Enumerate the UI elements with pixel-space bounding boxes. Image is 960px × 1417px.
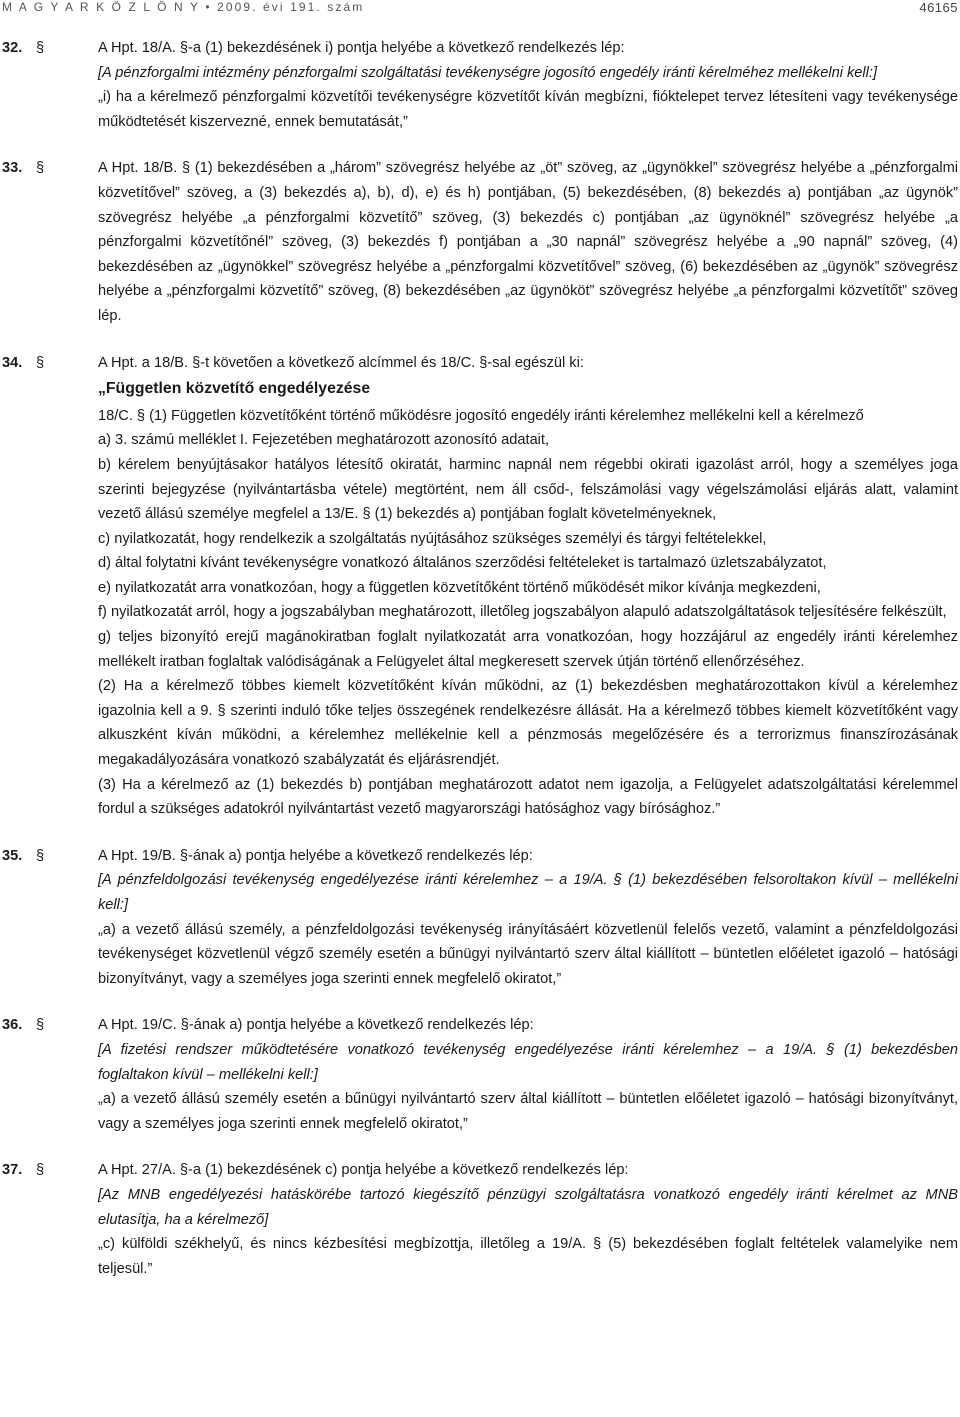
section-number <box>2 1158 45 1183</box>
section-number-label: 32. <box>2 40 23 56</box>
document-body <box>0 36 958 1303</box>
section <box>0 156 958 328</box>
paragraph-text: A Hpt. 18/B. § (1) bekezdésében a „három” szövegrész helyébe az „öt” szöveg, az „ügynökkel” szövegrész helyébe a „pénzforgalmi közvetítővel” szöveg, a (3) bekezdés a), b), d), e) és h) pontjában, (5) bekezdésében, (8) bekezdés a) pontjában „az ügynök” szövegrész helyébe „a pénzforgalmi közvetítő” szöveg, (3) bekezdés c) pontjában „az ügynöknél” szövegrész helyébe „a pénzforgalmi közvetítőnél” szöveg, (3) bekezdés f) pontjában a „30 napnál” szövegrész helyébe a „90 napnál” szöveg, (4) bekezdésében az „ügynökkel” szövegrész helyébe a „pénzforgalmi közvetítővel” szöveg, (6) bekezdésében az „ügynök” szövegrész helyébe a „pénzforgalmi közvetítő” szöveg, (8) bekezdésében „az ügynököt” szövegrész helyébe „a pénzforgalmi közvetítőt” szöveg lép. <box>98 160 958 324</box>
section-number-label: 37. <box>2 1162 23 1179</box>
section-number-label: 36. <box>2 1017 23 1034</box>
page-number: 46165 <box>919 0 958 15</box>
section-number <box>2 351 45 376</box>
paragraph-text: „c) külföldi székhelyű, és nincs kézbesítési megbízottja, illetőleg a 19/A. § (5) bekezdésében foglalt feltételek valamelyike nem teljesül.” <box>98 1236 958 1277</box>
paragraph-text: g) teljes bizonyító erejű magánokiratban foglalt nyilatkozatát arra vonatkozóan, hogy hozzájárul az engedély iránti kérelemhez mellékelt iratban foglaltak valódiságának a Felügyelet által megkeresett szervek útján történő ellenőrzéséhez. <box>98 629 958 670</box>
section-number <box>2 1013 45 1038</box>
paragraph-text: A Hpt. 18/A. §-a (1) bekezdésének i) pontja helyébe a következő rendelkezés lép: <box>98 40 625 56</box>
paragraph-sign: § <box>36 160 45 177</box>
page-header <box>0 0 960 16</box>
paragraph-text: d) által folytatni kívánt tevékenységre vonatkozó általános szerződési feltételeket is tartalmazó üzletszabályzatot, <box>98 555 827 572</box>
context-note: [A fizetési rendszer működtetésére vonatkozó tevékenység engedélyezése iránti kérelemhez – a 19/A. § (1) bekezdésben foglaltakon kívül – mellékelni kell:] <box>98 1041 958 1083</box>
paragraph-text: A Hpt. a 18/B. §-t követően a következő alcímmel és 18/C. §-sal egészül ki: <box>98 354 584 371</box>
paragraph-text: A Hpt. 27/A. §-a (1) bekezdésének c) pontja helyébe a következő rendelkezés lép: <box>98 1162 629 1179</box>
context-note: [A pénzforgalmi intézmény pénzforgalmi szolgáltatási tevékenységre jogosító engedély iránti kérelméhez mellékelni kell:] <box>98 64 877 81</box>
paragraph-text: c) nyilatkozatát, hogy rendelkezik a szolgáltatás nyújtásához szükséges személyi és tárgyi feltételekkel, <box>98 530 767 547</box>
section <box>0 351 958 822</box>
paragraph-text: A Hpt. 19/B. §-ának a) pontja helyébe a következő rendelkezés lép: <box>98 847 533 864</box>
paragraph-text: (3) Ha a kérelmező az (1) bekezdés b) pontjában meghatározott adatot nem igazolja, a Felügyelet adatszolgáltatási kérelemmel fordul a szükséges adatokról nyilvántartást vezető magyarországi hatósághoz vagy bírósághoz.” <box>98 776 958 818</box>
context-note: [Az MNB engedélyezési hatáskörébe tartozó kiegészítő pénzügyi szolgáltatásra vonatkozó engedély iránti kérelmet az MNB elutasítja, ha a kérelmező] <box>98 1186 958 1228</box>
section <box>0 844 958 992</box>
publication-title: M A G Y A R K Ö Z L Ö N Y • 2009. évi 191. szám <box>2 0 365 14</box>
paragraph-sign: § <box>36 40 45 56</box>
paragraph-text: a) 3. számú melléklet I. Fejezetében meghatározott azonosító adatait, <box>98 432 550 449</box>
section-number-label: 33. <box>2 160 23 177</box>
section-number <box>2 156 45 181</box>
section-number <box>2 844 45 869</box>
paragraph-sign: § <box>36 1162 45 1179</box>
paragraph-text: f) nyilatkozatát arról, hogy a jogszabályban meghatározott, illetőleg jogszabályon alapuló adatszolgáltatások teljesítésére felkészült, <box>98 604 947 621</box>
section <box>0 36 958 134</box>
paragraph-sign: § <box>36 354 45 371</box>
section <box>0 1158 958 1281</box>
paragraph-text: A Hpt. 19/C. §-ának a) pontja helyébe a következő rendelkezés lép: <box>98 1017 534 1034</box>
paragraph-text: „a) a vezető állású személy, a pénzfeldolgozási tevékenység irányításáért közvetlenül felelős vezető, valamint a pénzfeldolgozási tevékenységet közvetlenül végző személy esetén a bűnügyi nyilvántartó szerv által kiállított – büntetlen előéletet igazoló – hatósági bizonyítványt, vagy a személyes joga szerinti ennek megfelelő okiratot,” <box>98 921 958 987</box>
section-number-label: 34. <box>2 354 23 371</box>
paragraph-text: „a) a vezető állású személy esetén a bűnügyi nyilvántartó szerv által kiállított – büntetlen előéletet igazoló – hatósági bizonyítványt, vagy a személyes joga szerinti ennek megfelelő okiratot,” <box>98 1091 958 1132</box>
subheading: „Független közvetítő engedélyezése <box>98 380 371 398</box>
paragraph-sign: § <box>36 847 45 864</box>
paragraph-text: e) nyilatkozatát arra vonatkozóan, hogy a független közvetítőként történő működését mikor kívánja megkezdeni, <box>98 579 821 596</box>
section-number <box>2 36 45 61</box>
paragraph-text: b) kérelem benyújtásakor hatályos létesítő okiratát, harminc napnál nem régebbi okirati igazolást arról, hogy a személyes joga szerinti bejegyzése (nyilvántartásba vétele) megtörtént, nem áll csőd-, felszámolási vagy végelszámolási eljárás alatt, valamint vezető állású személye megfelel a 13/E. § (1) bekezdés a) pontjában foglalt követelményeknek, <box>98 456 958 523</box>
paragraph-text: (2) Ha a kérelmező többes kiemelt közvetítőként kíván működni, az (1) bekezdésben meghatározottakon kívül a kérelemhez igazolnia kell a 9. § szerinti induló tőke teljes összegének rendelkezésre állását. Ha a kérelmező többes kiemelt közvetítőként vagy alkuszként kíván működni, a kérelemhez mellékelnie kell a pénzmosás megelőzésére és a terrorizmus finanszírozásának megakadályozására vonatkozó szabályzatát és eljárásrendjét. <box>98 678 958 769</box>
paragraph-sign: § <box>36 1017 45 1034</box>
context-note: [A pénzfeldolgozási tevékenység engedélyezése iránti kérelemhez – a 19/A. § (1) bekezdésében felsoroltakon kívül – mellékelni kell:] <box>98 872 958 913</box>
paragraph-text: „i) ha a kérelmező pénzforgalmi közvetítői tevékenységre közvetítőt kíván megbízni, fióktelepet tervez létesíteni vagy tevékenysége működtetését kiszervezné, ennek bemutatását,” <box>98 89 958 130</box>
section-number-label: 35. <box>2 847 23 864</box>
paragraph-text: 18/C. § (1) Független közvetítőként történő működésre jogosító engedély iránti kérelemhez mellékelni kell a kérelmező <box>98 407 864 424</box>
section <box>0 1013 958 1136</box>
